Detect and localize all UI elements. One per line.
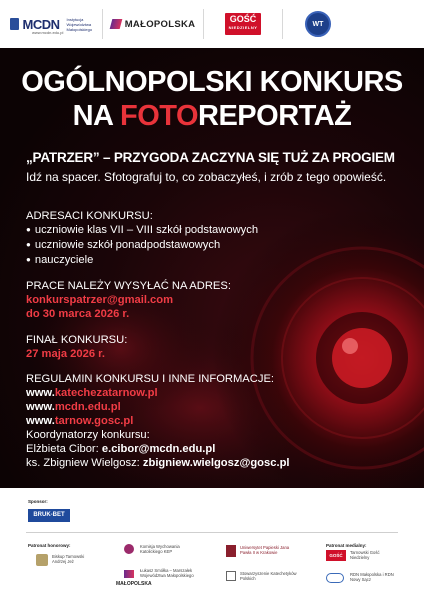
list-item: ● uczniowie klas VII – VIII szkół podstawowych [26,223,258,238]
malopolska-small-label: MAŁOPOLSKA [116,581,152,587]
mcdn-subtitle: Instytucja Województwa Małopolskiego [66,16,93,32]
malopolska-logo [103,4,203,44]
malopolska-small-icon [124,570,134,578]
title-suffix: REPORTAŻ [198,100,352,132]
malopolska-name: MAŁOPOLSKA [124,18,196,30]
addressees-heading: ADRESACI KONKURSU: [26,210,153,222]
list-item: ● uczniowie szkół ponadpodstawowych [26,238,258,253]
poster-title-line2 [0,100,424,132]
upjp-patron: Uniwersytet Papieski Jana Pawła II w Krakowie [240,545,290,555]
list-item: ● nauczyciele [26,253,258,268]
poster-main [0,48,424,488]
bishop-crest-icon [36,554,48,566]
poster-tagline: Idź na spacer. Sfotografuj to, co zobaczyłeś, i zrób z tego opowieść. [26,170,387,184]
coordinator-2: ks. Zbigniew Wielgosz: zbigniew.wielgosz@gosc.pl [26,457,290,469]
brukbet-logo: BRUK-BET [28,509,70,522]
addressees-section [26,209,258,268]
komisja-logo-icon [124,544,134,554]
wt-seal-icon [305,11,331,37]
mcdn-mark-icon [10,18,19,30]
rdn-patron: RDN Małopolska i RDN Nowy Sącz [350,572,394,582]
link-tarnow-gosc[interactable]: www.tarnow.gosc.pl [26,415,134,427]
gosc-subtitle: NIEDZIELNY [228,25,258,30]
wt-label: WT [312,20,324,28]
logo-bar [0,0,424,48]
skp-logo-icon [226,571,236,581]
final-date: 27 maja 2026 r. [26,348,106,360]
bishop-patron: Biskup Tarnowski Andrzej Jeż [52,554,85,564]
coordinators-heading: Koordynatorzy konkursu: [26,429,150,441]
rules-heading: REGULAMIN KONKURSU I INNE INFORMACJE: [26,373,275,385]
submission-heading: PRACE NALEŻY WYSYŁAĆ NA ADRES: [26,280,231,292]
title-prefix: NA [72,100,120,132]
poster-title-line1: OGÓLNOPOLSKI KONKURS [21,66,403,98]
link-mcdn[interactable]: www.mcdn.edu.pl [26,401,121,413]
upjp-crest-icon [226,545,236,557]
honorary-patronage-label: Patronat honorowy: [28,543,71,548]
wt-seal-logo [283,4,353,44]
malopolska-mark-icon [109,19,122,29]
skp-patron: Stowarzyszenie Katechetyków Polskich [240,571,297,581]
rdn-logo-icon [326,573,344,583]
gosc-media-patron: Tarnowski Gość Niedzielny [350,550,380,560]
rules-section [26,372,290,470]
gosc-media-logo: GOŚĆ [326,550,346,561]
final-section [26,333,127,361]
submission-deadline: do 30 marca 2026 r. [26,308,130,320]
gosc-title: GOŚĆ [229,14,257,24]
sponsors-footer [0,488,424,600]
media-patronage-label: Patronat medialny: [326,543,367,548]
divider [26,532,398,533]
mcdn-logo [0,4,102,44]
final-heading: FINAŁ KONKURSU: [26,334,128,346]
submission-section [26,279,231,321]
coordinator-2-email[interactable]: zbigniew.wielgosz@gosc.pl [142,457,290,469]
gosc-logo [204,4,282,44]
marshal-patron: Łukasz Smółka – Marszałek Województwa Małopolskiego [140,568,194,578]
addressees-list [26,223,258,268]
coordinator-1: Elżbieta Cibor: e.cibor@mcdn.edu.pl [26,443,216,455]
submission-email[interactable]: konkurspatrzer@gmail.com [26,294,174,306]
komisja-patron: Komisja Wychowania Katolickiego KEP [140,544,180,554]
mcdn-name: MCDN [22,16,60,32]
title-highlight: FOTO [119,100,199,132]
coordinator-1-email[interactable]: e.cibor@mcdn.edu.pl [101,443,216,455]
poster-subtitle: „PATRZER” – PRZYGODA ZACZYNA SIĘ TUŻ ZA PROGIEM [26,150,395,165]
sponsor-label: Sponsor: [28,499,48,504]
link-katechezatarnow[interactable]: www.katechezatarnow.pl [26,387,158,399]
mcdn-url: www.mcdn.edu.pl [32,30,64,35]
